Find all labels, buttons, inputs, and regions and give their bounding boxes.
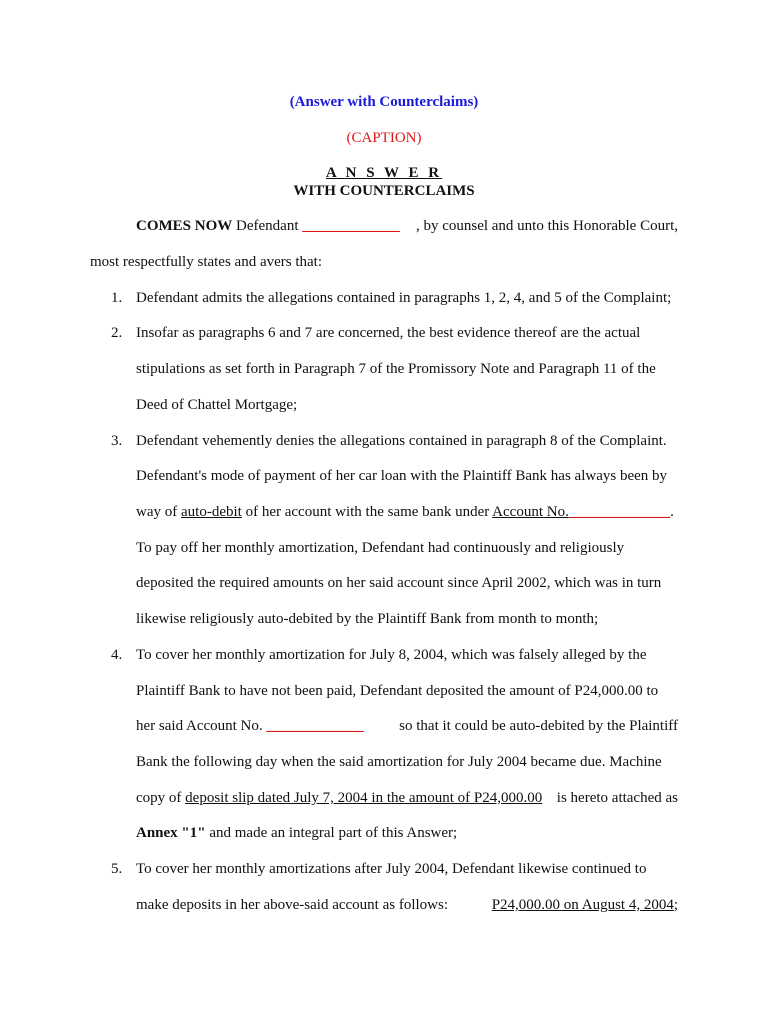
item-3-line-1: Defendant vehemently denies the allegations contained in paragraph 8 of the Complaint. — [136, 433, 667, 449]
account-number-blank: _____________ — [568, 504, 671, 520]
defendant-name-blank: _____________ — [302, 218, 400, 234]
item-1-line-1: Defendant admits the allegations contained in paragraphs 1, 2, 4, and 5 of the Complaint; — [136, 290, 672, 306]
item-4-line-1: To cover her monthly amortization for July 8, 2004, which was falsely alleged by the — [136, 647, 647, 663]
heading-counterclaims: WITH COUNTERCLAIMS — [293, 183, 475, 199]
item-number-3: 3. — [111, 433, 123, 449]
item-5-line-2: make deposits in her above-said account as follows: P24,000.00 on August 4, 2004; — [136, 897, 678, 913]
item-3-line-6: likewise religiously auto-debited by the Plaintiff Bank from month to month; — [136, 611, 599, 627]
item-3-line-4: To pay off her monthly amortization, Defendant had continuously and religiously — [136, 540, 625, 556]
item-3-line-3: way of auto-debit of her account with the same bank under Account No. _____________. — [136, 504, 674, 520]
item-3-line-5: deposited the required amounts on her said account since April 2002, which was in turn — [136, 575, 662, 591]
heading-answer: A N S W E R — [325, 165, 443, 181]
item-4-line-5: copy of deposit slip dated July 7, 2004 in the amount of P24,000.00 is hereto attached as — [136, 790, 678, 806]
item-2-line-3: Deed of Chattel Mortgage; — [136, 397, 298, 413]
item-number-1: 1. — [111, 290, 123, 306]
item-4-line-2: Plaintiff Bank to have not been paid, Defendant deposited the amount of P24,000.00 to — [136, 683, 659, 699]
item-number-5: 5. — [111, 861, 123, 877]
item-4-line-4: Bank the following day when the said amortization for July 2004 became due. Machine — [136, 754, 662, 770]
item-2-line-2: stipulations as set forth in Paragraph 7 of the Promissory Note and Paragraph 11 of the — [136, 361, 656, 377]
item-number-2: 2. — [111, 325, 123, 341]
intro-line-1: COMES NOW Defendant _____________ , by counsel and unto this Honorable Court, — [136, 218, 678, 234]
item-4-line-6: Annex "1" and made an integral part of this Answer; — [136, 825, 458, 841]
account-number-blank-2: _____________ — [266, 718, 364, 734]
item-2-line-1: Insofar as paragraphs 6 and 7 are concerned, the best evidence thereof are the actual — [136, 325, 641, 341]
item-4-line-3: her said Account No. _____________ so that it could be auto-debited by the Plaintiff — [136, 718, 678, 734]
item-5-line-1: To cover her monthly amortizations after July 2004, Defendant likewise continued to — [136, 861, 647, 877]
intro-line-2: most respectfully states and avers that: — [90, 254, 323, 270]
item-3-line-2: Defendant's mode of payment of her car loan with the Plaintiff Bank has always been by — [136, 468, 668, 484]
item-number-4: 4. — [111, 647, 123, 663]
document-title: (Answer with Counterclaims) — [289, 94, 479, 110]
caption-placeholder: (CAPTION) — [346, 130, 422, 146]
